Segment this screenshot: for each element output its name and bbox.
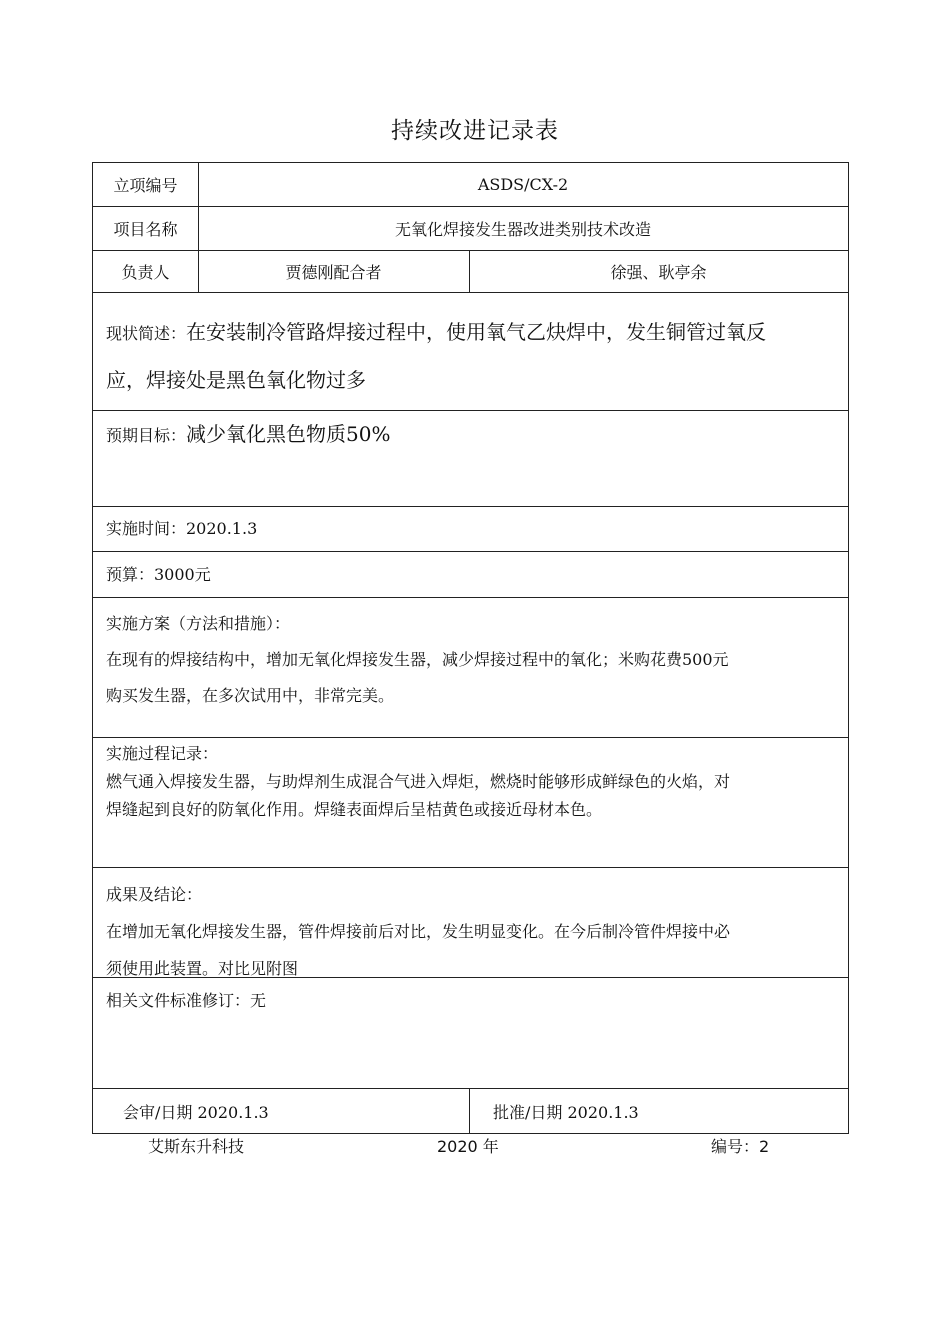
review-text: 会审/日期 2020.1.3 [123, 1102, 269, 1122]
status-line2: 应，焊接处是黑色氧化物过多 [106, 368, 366, 392]
footer-year: 2020 年 [437, 1137, 499, 1156]
footer-number: 编号：2 [711, 1137, 770, 1156]
result-line1: 在增加无氧化焊接发生器，管件焊接前后对比，发生明显变化。在今后制冷管件焊接中必 [106, 922, 731, 941]
process-text [106, 740, 836, 824]
partners-value: 徐强、耿亭余 [610, 263, 707, 282]
row-target [92, 410, 849, 506]
row-impl-time [92, 506, 849, 551]
status-text [106, 309, 836, 403]
target-value: 减少氧化黑色物质50% [186, 422, 391, 446]
result-label: 成果及结论： [106, 885, 203, 904]
impl-time-text: 实施时间：2020.1.3 [106, 519, 258, 538]
row-project-name [92, 206, 849, 250]
project-no-value: ASDS/CX-2 [477, 175, 569, 194]
row-process [92, 737, 849, 867]
project-name-value: 无氧化焊接发生器改进类别技术改造 [394, 220, 651, 239]
row-related [92, 977, 849, 1088]
process-line2: 焊缝起到良好的防氧化作用。焊缝表面焊后呈桔黄色或接近母材本色。 [106, 800, 603, 819]
result-line2: 须使用此装置。对比见附图 [106, 959, 299, 978]
plan-line1: 在现有的焊接结构中，增加无氧化焊接发生器，减少焊接过程中的氧化；米购花费500元 [106, 650, 729, 669]
process-label: 实施过程记录： [106, 744, 219, 763]
status-label: 现状简述： [106, 324, 187, 343]
page-title: 持续改进记录表 [391, 118, 559, 144]
plan-line2: 购买发生器，在多次试用中，非常完美。 [106, 686, 395, 705]
row-plan [92, 597, 849, 737]
target-label: 预期目标： [106, 426, 187, 445]
approve-text: 批准/日期 2020.1.3 [493, 1102, 639, 1122]
plan-text [106, 606, 836, 714]
process-line1: 燃气通入焊接发生器，与助焊剂生成混合气进入焊炬，燃烧时能够形成鲜绿色的火焰，对 [106, 772, 731, 791]
owner-label: 负责人 [121, 263, 170, 282]
project-name-label: 项目名称 [113, 220, 178, 239]
row-budget [92, 551, 849, 597]
row-result [92, 867, 849, 977]
status-line1: 在安装制冷管路焊接过程中，使用氧气乙炔焊中，发生铜管过氧反 [186, 320, 767, 344]
target-text [106, 419, 836, 451]
plan-label: 实施方案（方法和措施）： [106, 614, 291, 633]
result-text [106, 876, 836, 987]
row-project-no [92, 162, 849, 206]
footer-company: 艾斯东升科技 [148, 1137, 245, 1156]
budget-text: 预算：3000元 [106, 565, 211, 584]
row-status [92, 292, 849, 410]
related-text: 相关文件标准修订：无 [106, 991, 267, 1010]
row-signoff [92, 1088, 849, 1134]
project-no-label: 立项编号 [113, 176, 178, 195]
owner-value: 贾德刚配合者 [285, 263, 382, 282]
row-owner [92, 250, 849, 292]
